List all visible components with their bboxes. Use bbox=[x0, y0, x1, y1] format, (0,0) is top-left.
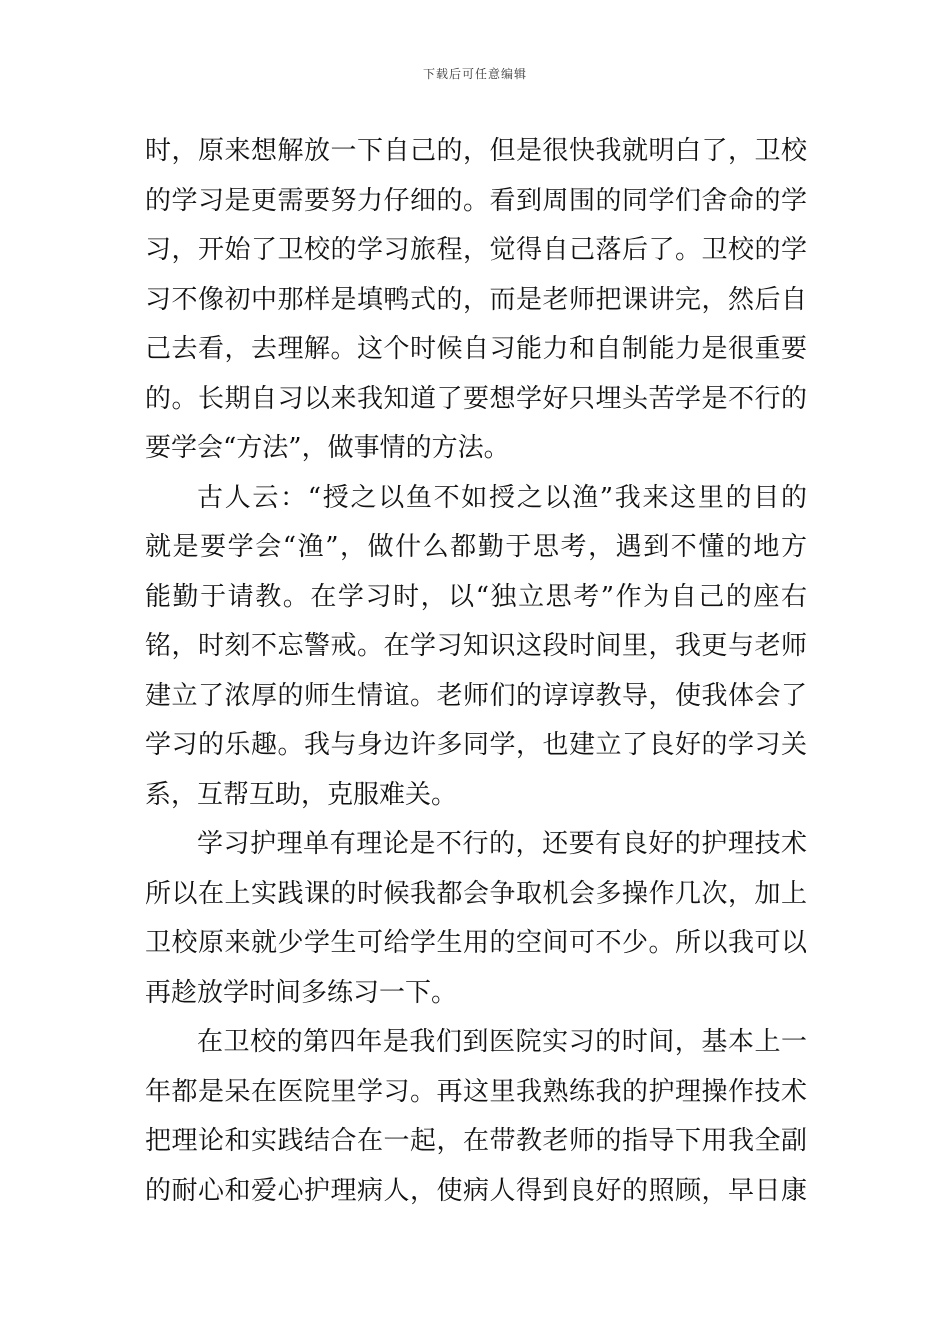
text-line: 的耐心和爱心护理病人，使病人得到良好的照顾，早日康 bbox=[145, 1175, 807, 1206]
text-line: 再趁放学时间多练习一下。 bbox=[145, 977, 458, 1008]
page-header: 下载后可任意编辑 bbox=[422, 67, 527, 81]
paragraph bbox=[145, 820, 807, 1018]
text-line: 年都是呆在医院里学习。再这里我熟练我的护理操作技术 bbox=[145, 1076, 807, 1107]
text-line: 习不像初中那样是填鸭式的，而是老师把课讲完，然后自 bbox=[145, 284, 807, 315]
text-line: 所以在上实践课的时候我都会争取机会多操作几次，加上 bbox=[145, 878, 807, 909]
text-line: 的。长期自习以来我知道了要想学好只埋头苦学是不行的 bbox=[145, 383, 807, 414]
text-line: 系，互帮互助，克服难关。 bbox=[145, 779, 458, 810]
text-line: 能勤于请教。在学习时，以“独立思考”作为自己的座右 bbox=[145, 581, 807, 612]
text-line: 把理论和实践结合在一起，在带教老师的指导下用我全副 bbox=[145, 1126, 807, 1156]
paragraph bbox=[145, 474, 807, 821]
text-line: 习，开始了卫校的学习旅程，觉得自己落后了。卫校的学 bbox=[145, 235, 807, 265]
text-line: 建立了浓厚的师生情谊。老师们的谆谆教导，使我体会了 bbox=[145, 680, 807, 711]
text-line: 时，原来想解放一下自己的，但是很快我就明白了，卫校 bbox=[145, 136, 807, 166]
text-line: 铭，时刻不忘警戒。在学习知识这段时间里，我更与老师 bbox=[145, 631, 807, 661]
paragraph bbox=[145, 127, 807, 474]
text-line: 己去看，去理解。这个时候自习能力和自制能力是很重要 bbox=[145, 334, 807, 364]
text-line: 要学会“方法”，做事情的方法。 bbox=[145, 433, 510, 463]
text-line: 学习的乐趣。我与身边许多同学，也建立了良好的学习关 bbox=[145, 730, 807, 760]
text-line: 在卫校的第四年是我们到医院实习的时间，基本上一 bbox=[197, 1027, 807, 1057]
text-line: 就是要学会“渔”，做什么都勤于思考，遇到不懂的地方 bbox=[145, 532, 807, 562]
text-line: 卫校原来就少学生可给学生用的空间可不少。所以我可以 bbox=[145, 928, 807, 958]
text-line: 的学习是更需要努力仔细的。看到周围的同学们舍命的学 bbox=[145, 185, 807, 216]
paragraph bbox=[145, 1018, 807, 1216]
text-line: 学习护理单有理论是不行的，还要有良好的护理技术 bbox=[197, 829, 807, 859]
text-line: 古人云：“授之以鱼不如授之以渔”我来这里的目的 bbox=[197, 482, 807, 513]
document-body bbox=[145, 127, 807, 1216]
